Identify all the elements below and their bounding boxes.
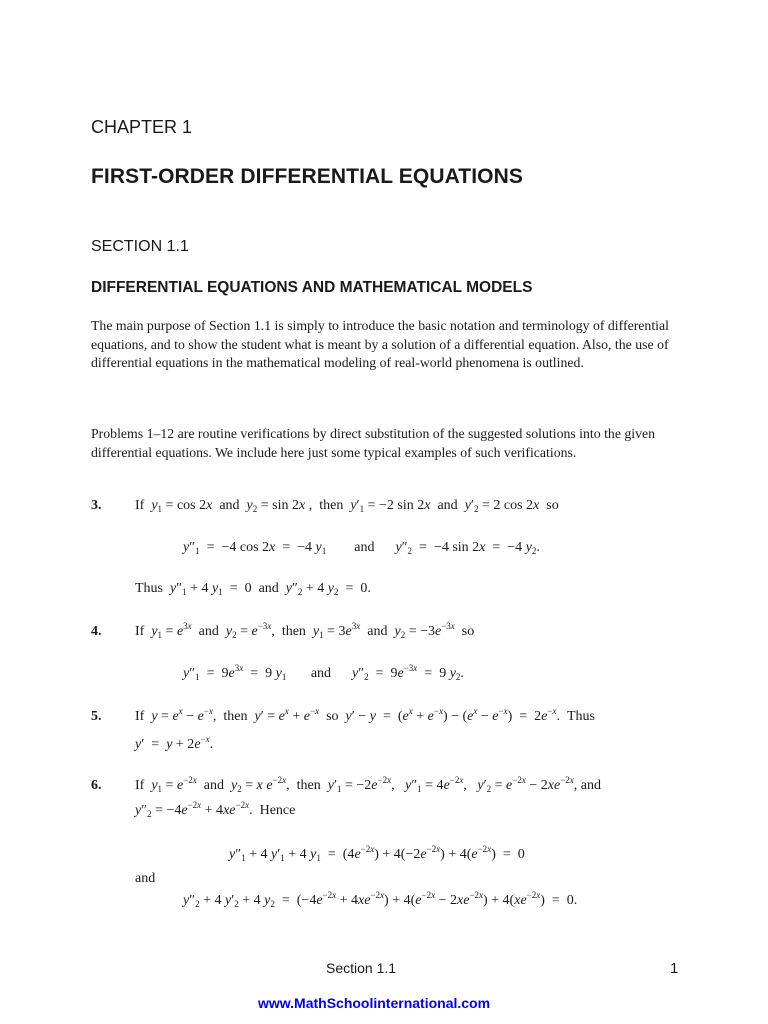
problem-5-conclusion: $y' = y + 2e^{-x}$. bbox=[135, 734, 214, 752]
problem-4-statement: If $y_1 = e^{3x}$ and $y_2 = e^{-3x}$, then $y_1 = 3e^{3x}$ and $y_2 = -3e^{-3x}$ so bbox=[135, 621, 475, 640]
footer-website-link[interactable]: www.MathSchoolinternational.com bbox=[258, 995, 491, 1011]
problem-6-statement-cont: $y''_2 = -4e^{-2x} + 4xe^{-2x}$. Hence bbox=[135, 800, 296, 819]
problem-number: 6. bbox=[91, 778, 102, 793]
problem-6-and: and bbox=[135, 871, 156, 886]
problem-number: 5. bbox=[91, 709, 102, 724]
problem-number: 4. bbox=[91, 624, 102, 639]
problem-6-equation-1: $y''_1 + 4$ $y'_1 + 4$ $y_1 = (4e^{-2x}) + 4(-2e^{-2x}) + 4(e^{-2x}) = 0$ bbox=[229, 844, 525, 863]
chapter-label: CHAPTER 1 bbox=[91, 117, 193, 137]
section-title: DIFFERENTIAL EQUATIONS AND MATHEMATICAL MODELS bbox=[91, 279, 533, 296]
problem-3-equation: $y''_1 = -4$ cos 2x = −4 $y_1$ and $y''_2 = -4$ sin 2x = −4 $y_2$. bbox=[183, 540, 540, 556]
problem-3-statement: If $y_1 = \cos 2x$ and $y_2 = \sin 2x$ , then $y'_1 = -2$ sin 2x and $y'_2 = 2$ cos 2x so bbox=[135, 498, 559, 514]
problem-6-statement: If $y_1 = e^{-2x}$ and $y_2 = x$ $e^{-2x}$, then $y'_1 = -2e^{-2x}$, $y''_1 = 4e^{-2x}$, $y'_2 = e^{-2x} - 2xe^{-2x}$, and bbox=[135, 775, 601, 794]
section-label: SECTION 1.1 bbox=[91, 238, 189, 255]
problem-4-equation: $y''_1 = 9e^{3x} = 9$ $y_1$ and $y''_2 = 9e^{-3x} = 9$ $y_2$. bbox=[183, 663, 464, 682]
problem-6-equation-2: $y''_2 + 4$ $y'_2 + 4$ $y_2 = (-4e^{-2x} + 4xe^{-2x}) + 4(e^{-2x} - 2xe^{-2x}) + 4(xe^{-2x}) = 0$. bbox=[183, 890, 578, 909]
problems-paragraph: Problems 1–12 are routine verifications by direct substitution of the suggested solutions into the given differential equations. We include here just some typical examples of such verifications. bbox=[91, 426, 656, 460]
footer-section-label: Section 1.1 bbox=[326, 960, 397, 976]
problem-5-statement: If $y = e^x - e^{-x}$, then $y' = e^x + e^{-x}$ so $y' - y = (e^x + e^{-x}) - (e^x - e^{-x}) = 2e^{-x}$. Thus bbox=[135, 706, 595, 724]
problem-number: 3. bbox=[91, 498, 102, 513]
chapter-title: FIRST-ORDER DIFFERENTIAL EQUATIONS bbox=[91, 165, 523, 188]
intro-paragraph: The main purpose of Section 1.1 is simply to introduce the basic notation and terminology of differential equations, and to show the student what is meant by a solution of a differential equation. Also, the use of differential equations in the mathematical modeling of real-world phenomena is outlined. bbox=[91, 318, 669, 370]
page-number: 1 bbox=[670, 960, 679, 977]
problem-3-conclusion: Thus $y''_1 + 4$ $y_1 = 0$ and $y''_2 + 4$ $y_2 = 0$. bbox=[135, 581, 371, 597]
